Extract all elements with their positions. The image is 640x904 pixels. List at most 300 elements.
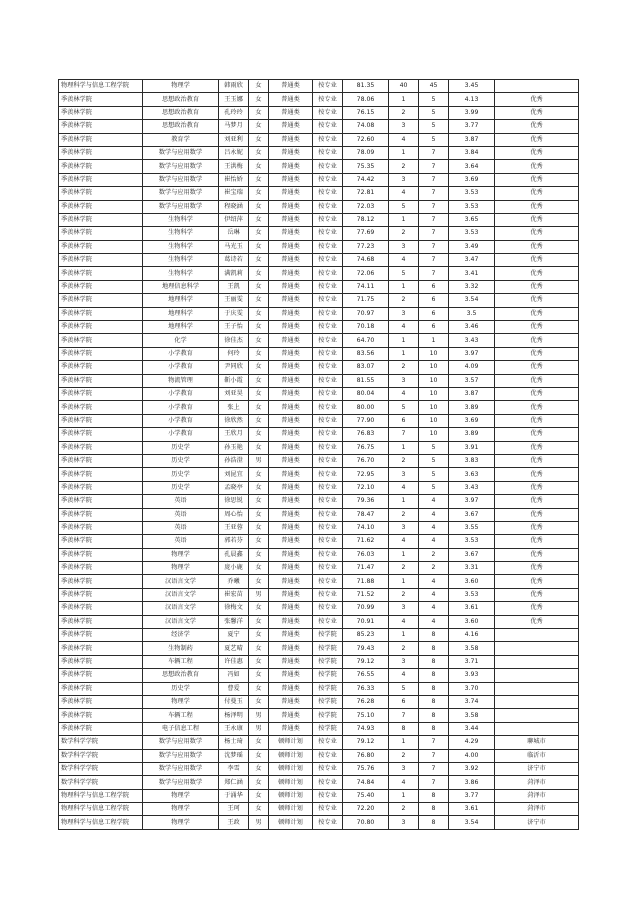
scope-cell: 按专业 [313,401,343,414]
college-cell: 季羡林学院 [59,481,143,494]
name-cell: 王珂 [219,803,249,816]
name-cell: 马梦月 [219,120,249,133]
scope-cell: 按学院 [313,695,343,708]
scope-cell: 按专业 [313,133,343,146]
major-cell: 历史学 [143,481,219,494]
note-cell: 优秀 [495,468,579,481]
rank-cell: 1 [389,629,419,642]
total-cell: 4 [419,508,449,521]
score-cell: 83.56 [343,347,389,360]
category-cell: 普通类 [269,722,313,735]
table-row [59,280,579,293]
gender-cell: 女 [249,736,269,749]
total-cell: 10 [419,414,449,427]
name-cell: 夏艺晴 [219,642,249,655]
college-cell: 季羡林学院 [59,428,143,441]
table-row [59,709,579,722]
college-cell: 季羡林学院 [59,321,143,334]
total-cell: 5 [419,441,449,454]
table-row [59,428,579,441]
college-cell: 季羡林学院 [59,146,143,159]
name-cell: 乔曦 [219,575,249,588]
table-row [59,575,579,588]
table-row [59,749,579,762]
gender-cell: 女 [249,307,269,320]
total-cell: 5 [419,93,449,106]
table-row [59,106,579,119]
gpa-cell: 4.00 [449,749,495,762]
total-cell: 5 [419,454,449,467]
college-cell: 季羡林学院 [59,575,143,588]
total-cell: 7 [419,187,449,200]
name-cell: 刘亚利 [219,133,249,146]
college-cell: 季羡林学院 [59,588,143,601]
total-cell: 7 [419,762,449,775]
major-cell: 英语 [143,521,219,534]
category-cell: 普通类 [269,280,313,293]
total-cell: 4 [419,602,449,615]
total-cell: 10 [419,428,449,441]
college-cell: 季羡林学院 [59,294,143,307]
name-cell: 曹爱 [219,682,249,695]
table-row [59,401,579,414]
major-cell: 物理学 [143,789,219,802]
college-cell: 季羡林学院 [59,120,143,133]
gpa-cell: 3.67 [449,508,495,521]
rank-cell: 4 [389,187,419,200]
scope-cell: 按专业 [313,200,343,213]
college-cell: 季羡林学院 [59,535,143,548]
rank-cell: 6 [389,695,419,708]
name-cell: 郭若芬 [219,535,249,548]
category-cell: 普通类 [269,709,313,722]
gender-cell: 女 [249,80,269,93]
major-cell: 数学与应用数学 [143,200,219,213]
total-cell: 4 [419,615,449,628]
gender-cell: 女 [249,535,269,548]
college-cell: 季羡林学院 [59,695,143,708]
major-cell: 历史学 [143,468,219,481]
table-row [59,414,579,427]
college-cell: 物理科学与信息工程学院 [59,789,143,802]
category-cell: 顿师计划 [269,749,313,762]
gpa-cell: 4.29 [449,736,495,749]
scope-cell: 按专业 [313,120,343,133]
name-cell: 周心怡 [219,508,249,521]
score-cell: 78.12 [343,213,389,226]
major-cell: 物流管理 [143,374,219,387]
major-cell: 电子信息工程 [143,722,219,735]
table-row [59,776,579,789]
rank-cell: 3 [389,602,419,615]
category-cell: 普通类 [269,294,313,307]
scope-cell: 按专业 [313,454,343,467]
score-cell: 71.75 [343,294,389,307]
major-cell: 生物科学 [143,267,219,280]
major-cell: 地理科学 [143,294,219,307]
name-cell: 崔怡娇 [219,173,249,186]
total-cell: 10 [419,374,449,387]
scope-cell: 按专业 [313,602,343,615]
category-cell: 顿师计划 [269,803,313,816]
rank-cell: 3 [389,374,419,387]
scope-cell: 按专业 [313,280,343,293]
gender-cell: 女 [249,548,269,561]
score-cell: 76.28 [343,695,389,708]
rank-cell: 2 [389,160,419,173]
rank-cell: 8 [389,722,419,735]
table-row [59,321,579,334]
major-cell: 生物科学 [143,213,219,226]
college-cell: 季羡林学院 [59,93,143,106]
scope-cell: 按学院 [313,682,343,695]
major-cell: 思想政治教育 [143,120,219,133]
gender-cell: 女 [249,200,269,213]
score-cell: 75.35 [343,160,389,173]
total-cell: 5 [419,120,449,133]
score-cell: 76.03 [343,548,389,561]
gpa-cell: 3.97 [449,495,495,508]
name-cell: 杨士琦 [219,736,249,749]
table-row [59,254,579,267]
major-cell: 数学与应用数学 [143,146,219,159]
category-cell: 普通类 [269,468,313,481]
note-cell: 优秀 [495,334,579,347]
table-row [59,655,579,668]
major-cell: 物理学 [143,548,219,561]
major-cell: 数学与应用数学 [143,749,219,762]
rank-cell: 5 [389,682,419,695]
college-cell: 季羡林学院 [59,629,143,642]
total-cell: 8 [419,682,449,695]
table-row [59,521,579,534]
scope-cell: 按专业 [313,428,343,441]
rank-cell: 1 [389,495,419,508]
category-cell: 普通类 [269,267,313,280]
gender-cell: 女 [249,669,269,682]
scope-cell: 按学院 [313,642,343,655]
note-cell: 菏泽市 [495,789,579,802]
note-cell: 优秀 [495,347,579,360]
note-cell: 优秀 [495,227,579,240]
rank-cell: 5 [389,401,419,414]
category-cell: 普通类 [269,361,313,374]
category-cell: 普通类 [269,160,313,173]
gpa-cell: 3.91 [449,441,495,454]
name-cell: 葛诗若 [219,254,249,267]
total-cell: 6 [419,307,449,320]
category-cell: 普通类 [269,508,313,521]
gpa-cell: 3.77 [449,789,495,802]
gender-cell: 女 [249,120,269,133]
note-cell: 优秀 [495,562,579,575]
note-cell: 优秀 [495,361,579,374]
gpa-cell: 3.97 [449,347,495,360]
gender-cell: 女 [249,387,269,400]
rank-cell: 3 [389,521,419,534]
scope-cell: 按专业 [313,347,343,360]
rank-cell: 1 [389,213,419,226]
major-cell: 数学与应用数学 [143,160,219,173]
table-row [59,789,579,802]
major-cell: 生物制药 [143,642,219,655]
name-cell: 张馨洋 [219,615,249,628]
gender-cell: 女 [249,468,269,481]
score-cell: 70.18 [343,321,389,334]
name-cell: 韩雨欣 [219,80,249,93]
table-row [59,468,579,481]
total-cell: 10 [419,361,449,374]
scope-cell: 按专业 [313,495,343,508]
total-cell: 4 [419,495,449,508]
table-row [59,629,579,642]
gpa-cell: 3.32 [449,280,495,293]
table-row [59,93,579,106]
college-cell: 物理科学与信息工程学院 [59,816,143,829]
scope-cell: 按专业 [313,334,343,347]
note-cell: 优秀 [495,307,579,320]
category-cell: 普通类 [269,629,313,642]
rank-cell: 2 [389,642,419,655]
score-cell: 79.12 [343,655,389,668]
table-row [59,682,579,695]
major-cell: 汉语言文学 [143,588,219,601]
score-cell: 76.33 [343,682,389,695]
ranking-table [58,79,579,830]
score-cell: 79.12 [343,736,389,749]
category-cell: 普通类 [269,481,313,494]
category-cell: 普通类 [269,80,313,93]
table-row [59,816,579,829]
name-cell: 崔宏苗 [219,588,249,601]
rank-cell: 7 [389,709,419,722]
table-row [59,200,579,213]
major-cell: 生物科学 [143,254,219,267]
score-cell: 81.55 [343,374,389,387]
scope-cell: 按专业 [313,160,343,173]
note-cell: 优秀 [495,173,579,186]
rank-cell: 4 [389,254,419,267]
score-cell: 70.80 [343,816,389,829]
gender-cell: 男 [249,709,269,722]
rank-cell: 3 [389,173,419,186]
scope-cell: 按专业 [313,106,343,119]
rank-cell: 2 [389,106,419,119]
name-cell: 付曼玉 [219,695,249,708]
college-cell: 季羡林学院 [59,160,143,173]
major-cell: 物理学 [143,803,219,816]
scope-cell: 按专业 [313,762,343,775]
note-cell: 济宁市 [495,816,579,829]
gpa-cell: 3.43 [449,481,495,494]
scope-cell: 按专业 [313,387,343,400]
rank-cell: 2 [389,508,419,521]
category-cell: 普通类 [269,387,313,400]
name-cell: 孙浩澄 [219,454,249,467]
category-cell: 普通类 [269,695,313,708]
table-row [59,722,579,735]
table-row [59,736,579,749]
gpa-cell: 3.53 [449,187,495,200]
gender-cell: 女 [249,401,269,414]
table-row [59,669,579,682]
rank-cell: 1 [389,575,419,588]
table-row [59,588,579,601]
college-cell: 季羡林学院 [59,709,143,722]
score-cell: 74.11 [343,280,389,293]
college-cell: 季羡林学院 [59,347,143,360]
major-cell: 物理学 [143,80,219,93]
note-cell: 优秀 [495,321,579,334]
college-cell: 数学科学学院 [59,749,143,762]
note-cell [495,722,579,735]
major-cell: 物理学 [143,816,219,829]
note-cell: 优秀 [495,200,579,213]
note-cell: 优秀 [495,254,579,267]
gender-cell: 女 [249,334,269,347]
college-cell: 季羡林学院 [59,361,143,374]
table-row [59,347,579,360]
rank-cell: 5 [389,200,419,213]
major-cell: 教育学 [143,133,219,146]
gpa-cell: 3.89 [449,401,495,414]
college-cell: 数学科学学院 [59,736,143,749]
rank-cell: 3 [389,762,419,775]
scope-cell: 按学院 [313,629,343,642]
note-cell: 优秀 [495,588,579,601]
major-cell: 英语 [143,535,219,548]
score-cell: 71.88 [343,575,389,588]
rank-cell: 1 [389,146,419,159]
gender-cell: 女 [249,481,269,494]
scope-cell: 按专业 [313,173,343,186]
table-row [59,642,579,655]
total-cell: 8 [419,669,449,682]
scope-cell: 按专业 [313,93,343,106]
total-cell: 6 [419,280,449,293]
rank-cell: 1 [389,789,419,802]
gpa-cell: 3.86 [449,776,495,789]
rank-cell: 1 [389,93,419,106]
scope-cell: 按专业 [313,548,343,561]
gender-cell: 女 [249,575,269,588]
table-row [59,695,579,708]
score-cell: 71.52 [343,588,389,601]
gender-cell: 女 [249,428,269,441]
rank-cell: 3 [389,120,419,133]
gender-cell: 女 [249,655,269,668]
table-row [59,762,579,775]
college-cell: 季羡林学院 [59,682,143,695]
note-cell: 优秀 [495,481,579,494]
scope-cell: 按专业 [313,80,343,93]
name-cell: 吕永妮 [219,146,249,159]
rank-cell: 5 [389,267,419,280]
note-cell: 优秀 [495,535,579,548]
gpa-cell: 3.60 [449,575,495,588]
total-cell: 7 [419,213,449,226]
total-cell: 2 [419,562,449,575]
score-cell: 77.90 [343,414,389,427]
total-cell: 7 [419,254,449,267]
college-cell: 季羡林学院 [59,508,143,521]
score-cell: 74.68 [343,254,389,267]
scope-cell: 按专业 [313,468,343,481]
college-cell: 季羡林学院 [59,187,143,200]
gpa-cell: 3.31 [449,562,495,575]
major-cell: 小学教育 [143,401,219,414]
college-cell: 季羡林学院 [59,307,143,320]
name-cell: 崔宝瑞 [219,187,249,200]
rank-cell: 4 [389,615,419,628]
note-cell: 优秀 [495,521,579,534]
gender-cell: 男 [249,722,269,735]
rank-cell: 1 [389,736,419,749]
name-cell: 王政 [219,816,249,829]
scope-cell: 按专业 [313,789,343,802]
gpa-cell: 4.09 [449,361,495,374]
note-cell: 优秀 [495,401,579,414]
major-cell: 数学与应用数学 [143,173,219,186]
category-cell: 普通类 [269,682,313,695]
major-cell: 小学教育 [143,428,219,441]
college-cell: 季羡林学院 [59,227,143,240]
note-cell [495,682,579,695]
table-row [59,548,579,561]
gender-cell: 男 [249,454,269,467]
rank-cell: 40 [389,80,419,93]
rank-cell: 2 [389,749,419,762]
category-cell: 普通类 [269,146,313,159]
major-cell: 数学与应用数学 [143,187,219,200]
name-cell: 程晓涵 [219,200,249,213]
scope-cell: 按专业 [313,187,343,200]
gpa-cell: 3.74 [449,695,495,708]
major-cell: 小学教育 [143,387,219,400]
category-cell: 普通类 [269,495,313,508]
category-cell: 顿师计划 [269,762,313,775]
gender-cell: 女 [249,695,269,708]
score-cell: 71.62 [343,535,389,548]
college-cell: 季羡林学院 [59,468,143,481]
rank-cell: 2 [389,294,419,307]
scope-cell: 按专业 [313,321,343,334]
major-cell: 数学与应用数学 [143,762,219,775]
name-cell: 徐梅文 [219,602,249,615]
category-cell: 普通类 [269,669,313,682]
score-cell: 77.23 [343,240,389,253]
scope-cell: 按专业 [313,361,343,374]
major-cell: 汉语言文学 [143,575,219,588]
scope-cell: 按学院 [313,655,343,668]
category-cell: 普通类 [269,133,313,146]
name-cell: 王永康 [219,722,249,735]
table-row [59,602,579,615]
score-cell: 72.81 [343,187,389,200]
rank-cell: 2 [389,361,419,374]
category-cell: 普通类 [269,642,313,655]
scope-cell: 按专业 [313,749,343,762]
total-cell: 7 [419,776,449,789]
rank-cell: 3 [389,468,419,481]
major-cell: 物理学 [143,695,219,708]
gpa-cell: 3.89 [449,428,495,441]
name-cell: 李雪 [219,762,249,775]
scope-cell: 按学院 [313,709,343,722]
scope-cell: 按专业 [313,307,343,320]
scope-cell: 按专业 [313,776,343,789]
category-cell: 普通类 [269,254,313,267]
